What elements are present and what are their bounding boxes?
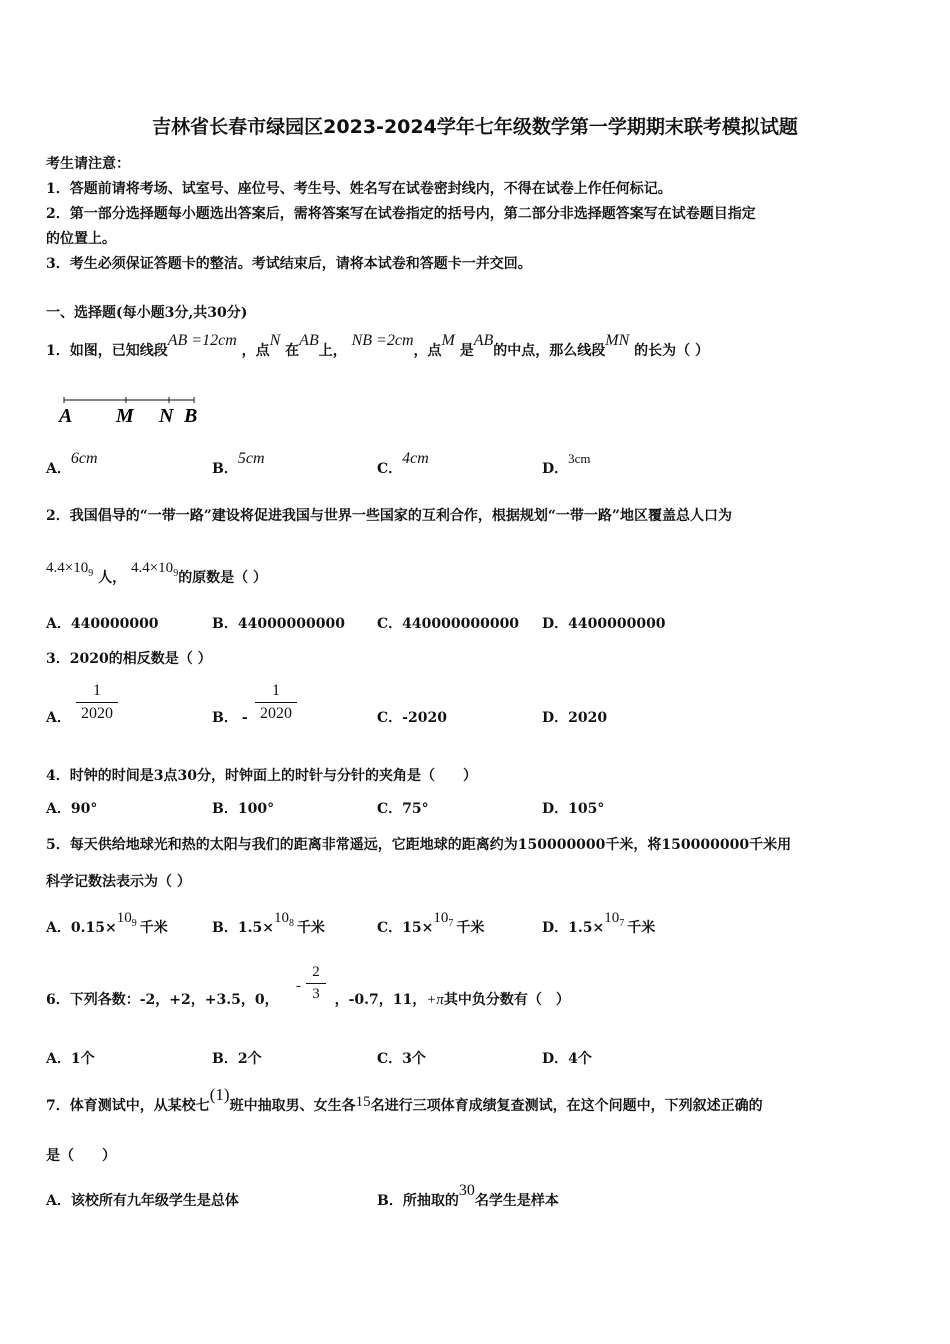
q3-option-a[interactable]: A． [46, 710, 71, 726]
question-3: 3．2020的相反数是（ ） [46, 651, 212, 667]
q4-option-b[interactable]: B．100° [212, 801, 275, 817]
notice-heading: 考生请注意： [46, 156, 130, 172]
q2-option-c[interactable]: C．440000000000 [377, 616, 520, 632]
q1-text: 的长为（ ） [634, 343, 709, 359]
q4-option-c[interactable]: C．75° [377, 801, 429, 817]
q3-option-b-fraction: 1 2020 [255, 682, 297, 723]
q6-option-d[interactable]: D．4个 [542, 1051, 592, 1067]
q1-math: AB =12cm [167, 332, 237, 349]
q2-option-a[interactable]: A．440000000 [46, 616, 159, 632]
q1-text: 的中点，那么线段 [493, 343, 606, 359]
q4-option-d[interactable]: D．105° [542, 801, 605, 817]
q5-option-c[interactable]: C．$15\times 10^7$ 千米 [377, 910, 485, 936]
question-6: 6．下列各数：-2，+2，+3.5，0， ，-0.7，11，+π其中负分数有（ ） [46, 992, 570, 1008]
q3-option-c[interactable]: C．-2020 [377, 710, 447, 726]
question-2: 2．我国倡导的“一带一路”建设将促进我国与世界一些国家的互利合作，根据规划“一带一路”地区覆盖总人口为 [46, 508, 732, 524]
q1-text: 是 [459, 343, 474, 359]
q6-option-b[interactable]: B．2个 [212, 1051, 262, 1067]
point-label-b: B [184, 405, 198, 426]
notice-item: 1．答题前请将考场、试室号、座位号、考生号、姓名写在试卷密封线内，不得在试卷上作任何标记。 [46, 181, 672, 197]
q2-option-d[interactable]: D．4400000000 [542, 616, 666, 632]
notice-item: 2．第一部分选择题每小题选出答案后，需将答案写在试卷指定的括号内，第二部分非选择题答案写在试卷题目指定 [46, 206, 756, 222]
q1-math: NB =2cm [351, 332, 414, 349]
notice-item: 3．考生必须保证答题卡的整洁。考试结束后，请将本试卷和答题卡一并交回。 [46, 256, 532, 272]
q1-math: MN [605, 332, 630, 349]
question-1 [46, 332, 709, 360]
q3-option-d[interactable]: D．2020 [542, 710, 608, 726]
q1-math: N [269, 332, 281, 349]
q2-option-b[interactable]: B．44000000000 [212, 616, 345, 632]
q5-option-b[interactable]: B．$1.5\times 10^8$ 千米 [212, 910, 325, 936]
q4-option-a[interactable]: A．90° [46, 801, 98, 817]
q3-option-b[interactable]: B． - [212, 710, 248, 726]
q1-option-a[interactable]: A．6cm [46, 450, 98, 477]
q1-math: AB [299, 332, 319, 349]
q1-text: ，点 [413, 343, 442, 359]
point-label-n: N [159, 405, 174, 426]
q1-text: 在 [285, 343, 300, 359]
q6-fraction-sign: - [296, 978, 301, 994]
q1-option-b[interactable]: B．5cm [212, 450, 265, 477]
page-title: 吉林省长春市绿园区2023-2024学年七年级数学第一学期期末联考模拟试题 [152, 116, 798, 138]
q6-fraction: - 2 3 [296, 964, 326, 1003]
q1-option-d[interactable]: D．3cm [542, 451, 591, 477]
q1-segment-figure [56, 392, 206, 426]
q1-math: M [441, 332, 455, 349]
q7-option-b[interactable]: B．所抽取的30名学生是样本 [377, 1182, 559, 1209]
question-4: 4．时钟的时间是3点30分，时钟面上的时针与分针的夹角是（ ） [46, 768, 477, 784]
point-label-a: A [59, 405, 73, 426]
question-7: 7．体育测试中，从某校七(1)班中抽取男、女生各15名进行三项体育成绩复查测试，在这个问题中，下列叙述正确的 [46, 1085, 763, 1114]
question-2-line2: $4.4\times 10^9$ 人， $4.4\times 10^9$的原数是（ ） [46, 560, 268, 586]
q5-option-a[interactable]: A．$0.15\times 10^9$ 千米 [46, 910, 168, 936]
q7-option-a[interactable]: A．该校所有九年级学生是总体 [46, 1193, 239, 1209]
q3-option-a-fraction: 1 2020 [76, 682, 118, 723]
q6-option-a[interactable]: A．1个 [46, 1051, 95, 1067]
point-label-m: M [116, 405, 134, 426]
q1-text: ，点 [241, 343, 270, 359]
q5-option-d[interactable]: D．$1.5\times 10^7$ 千米 [542, 910, 656, 936]
q1-text: 上， [318, 343, 347, 359]
q1-math: AB [473, 332, 494, 349]
q6-option-c[interactable]: C．3个 [377, 1051, 426, 1067]
q1-option-c[interactable]: C．4cm [377, 450, 429, 477]
notice-item: 的位置上。 [46, 231, 116, 247]
question-5-line2: 科学记数法表示为（ ） [46, 874, 191, 890]
question-7-line2: 是（ ） [46, 1148, 116, 1164]
q1-text: 1．如图，已知线段 [46, 343, 168, 359]
question-5: 5．每天供给地球光和热的太阳与我们的距离非常遥远，它距地球的距离约为150000000千米，将150000000千米用 [46, 837, 792, 853]
section-heading: 一、选择题(每小题3分,共30分) [46, 305, 248, 321]
